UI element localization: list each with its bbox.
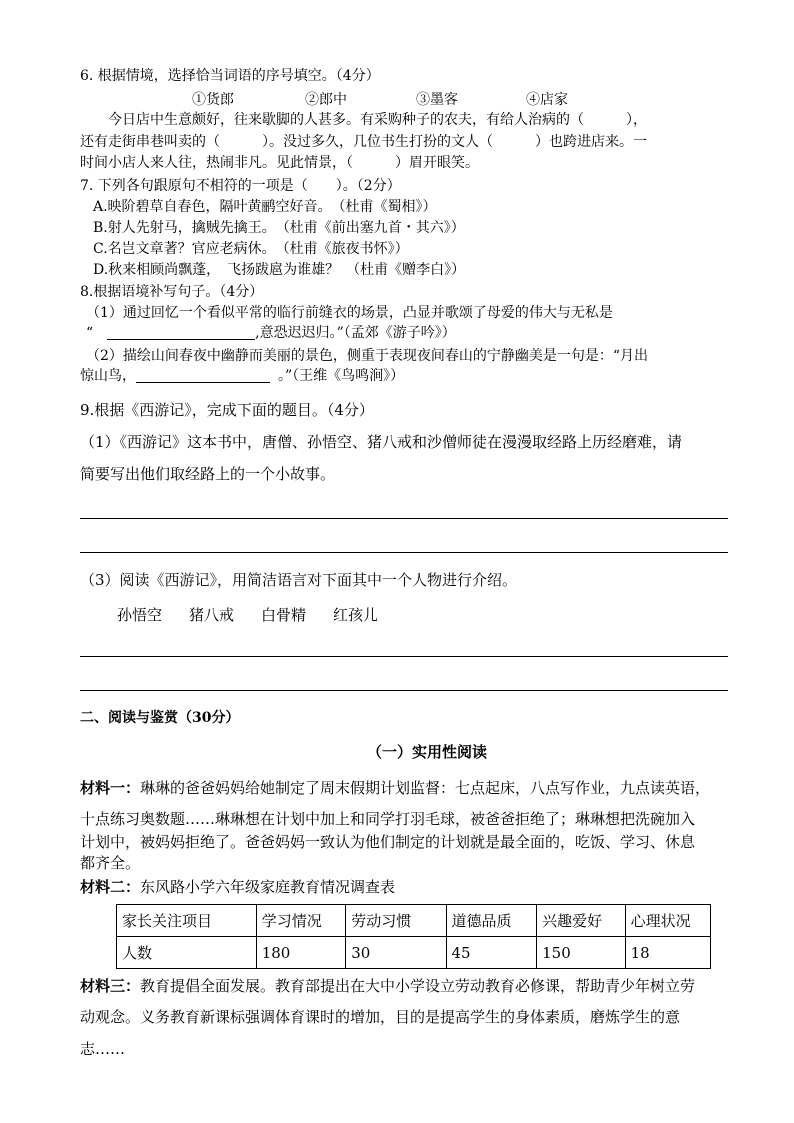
q9-part1-line: （1）《西游记》这本书中，唐僧、孙悟空、猪八戒和沙僧师徒在漫漫取经路上历经磨难，请 (80, 433, 683, 451)
q7-option-c: C.名岂文章著？官应老病休。 （杜甫《旅夜书怀》） (93, 241, 409, 257)
table-header-cell: 道德品质 (446, 905, 537, 937)
character-name: 红孩儿 (333, 606, 379, 624)
material1-line: 计划中，被妈妈拒绝了。爸爸妈妈一致认为他们制定的计划就是最全面的，吃饭、学习、休息 (80, 833, 696, 851)
table-header-cell: 劳动习惯 (346, 905, 446, 937)
table-header-cell: 兴趣爱好 (537, 905, 626, 937)
material3-line: 材料三：教育提倡全面发展。教育部提出在大中小学设立劳动教育必修课，帮助青少年树立劳 (80, 977, 696, 995)
q6-stem: 6. 根据情境，选择恰当词语的序号填空。（4分） (80, 68, 380, 84)
material3-line: 动观念。义务教育新课标强调体育课时的增加，目的是提高学生的身体素质，磨炼学生的意 (80, 1008, 681, 1026)
q6-option: ②郎中 (305, 92, 347, 108)
answer-line[interactable] (80, 552, 728, 553)
material1-line: 材料一：琳琳的爸爸妈妈给她制定了周末假期计划监督：七点起床，八点写作业，九点读英语， (80, 779, 711, 797)
table-cell: 30 (346, 937, 446, 969)
material3-label: 材料三： (80, 977, 141, 995)
q6-option: ③墨客 (416, 92, 458, 108)
q8-part2-fill (80, 368, 404, 383)
material3-line: 志…… (80, 1040, 126, 1058)
section-title: 二、阅读与鉴赏（30分） (80, 710, 240, 726)
material2-title: 东风路小学六年级家庭教育情况调查表 (140, 878, 396, 896)
survey-table (116, 904, 711, 969)
q8-part1-line: （1）通过回忆一个看似平常的临行前缝衣的场景，凸显并歌颂了母爱的伟大与无私是 (86, 305, 613, 321)
character-name: 白骨精 (261, 606, 307, 624)
table-header-cell: 学习情况 (256, 905, 346, 937)
q7-stem: 7. 下列各句跟原句不相符的一项是（ ）。（2分） (80, 178, 401, 194)
table-header-cell: 家长关注项目 (117, 905, 257, 937)
q9-stem: 9.根据《西游记》，完成下面的题目。（4分） (80, 401, 374, 419)
table-cell: 45 (446, 937, 537, 969)
answer-line[interactable] (80, 518, 728, 519)
material2-label: 材料二： (80, 878, 141, 896)
open-quote: “ (86, 325, 94, 341)
answer-blank[interactable] (136, 368, 270, 383)
q9-part1-line: 简要写出他们取经路上的一个小故事。 (80, 465, 336, 483)
material1-line: 都齐全。 (80, 854, 141, 872)
q7-option-b: B.射人先射马，擒贼先擒王。 （杜甫《前出塞九首・其六》） (93, 220, 465, 236)
q7-option-d: D.秋来相顾尚飘蓬， 飞扬跋扈为谁雄？ （杜甫《赠李白》） (93, 262, 466, 278)
table-header-row (117, 905, 711, 937)
q6-option: ④店家 (526, 92, 568, 108)
q8-part2-tail: 。”（王维《鸟鸣涧》） (278, 368, 405, 384)
q9-part3-line: （3）阅读《西游记》，用简洁语言对下面其中一个人物进行介绍。 (80, 571, 518, 589)
q6-passage-line: 今日店中生意颇好，往来歇脚的人甚多。有采购种子的农夫，有给人治病的（ ）， (108, 112, 647, 128)
q6-option: ①货郎 (192, 92, 234, 108)
answer-line[interactable] (80, 690, 728, 691)
answer-line[interactable] (80, 656, 728, 657)
character-name: 孙悟空 (117, 606, 163, 624)
q6-passage-line: 时间小店人来人往，热闹非凡。见此情景，（ ）眉开眼笑。 (80, 155, 479, 171)
q8-part2-line: （2）描绘山间春夜中幽静而美丽的景色，侧重于表现夜间春山的宁静幽美是一句是：“月出 (86, 348, 649, 364)
q7-option-a: A.映阶碧草自春色，隔叶黄鹂空好音。 （杜甫《蜀相》） (93, 199, 437, 215)
answer-blank[interactable] (107, 325, 255, 340)
section-subtitle: （一）实用性阅读 (367, 743, 488, 761)
q8-stem: 8.根据语境补写句子。（4分） (80, 284, 264, 300)
material1-label: 材料一： (80, 779, 141, 797)
q6-passage-line: 还有走街串巷叫卖的（ ）。没过多久，几位书生打扮的文人（ ）也跨进店来。一 (80, 134, 647, 150)
table-cell: 150 (537, 937, 626, 969)
table-row (117, 937, 711, 969)
table-header-cell: 心理状况 (625, 905, 710, 937)
q8-part2-head: 惊山鸟， (80, 368, 136, 384)
material1-line: 十点练习奥数题……琳琳想在计划中加上和同学打羽毛球，被爸爸拒绝了；琳琳想把洗碗加入 (80, 810, 696, 828)
q8-part1-fill (86, 325, 456, 340)
material2-heading (80, 880, 395, 895)
q8-part1-tail: ,意恐迟迟归。”（孟郊《游子吟》） (255, 325, 456, 341)
table-cell: 人数 (117, 937, 257, 969)
table-cell: 18 (625, 937, 710, 969)
table-cell: 180 (256, 937, 346, 969)
character-name: 猪八戒 (189, 606, 235, 624)
